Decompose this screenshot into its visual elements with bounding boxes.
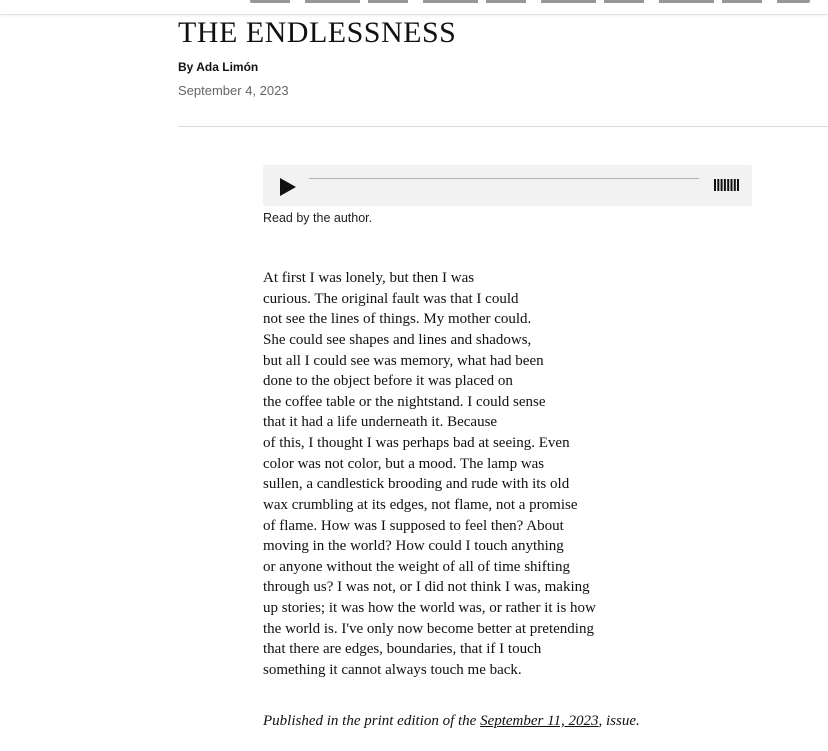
print-edition-note <box>263 713 640 730</box>
audio-progress-bar[interactable] <box>309 178 699 179</box>
issue-link[interactable]: September 11, 2023 <box>480 713 599 729</box>
waveform-icon[interactable] <box>714 179 739 191</box>
byline <box>178 60 258 74</box>
poem-line: curious. The original fault was that I could <box>263 290 519 307</box>
poem-line: She could see shapes and lines and shadows, <box>263 331 532 348</box>
play-button[interactable] <box>277 177 297 197</box>
print-note-prefix: Published in the print edition of the <box>263 713 477 729</box>
poem-line: the world is. I've only now become better at pretending <box>263 620 594 637</box>
publish-date: September 4, 2023 <box>178 83 289 98</box>
print-note-suffix: , issue. <box>598 713 640 729</box>
top-nav-bar <box>0 0 828 15</box>
header-divider <box>178 126 828 127</box>
poem-line: At first I was lonely, but then I was <box>263 270 475 286</box>
poem-line: but all I could see was memory, what had been <box>263 352 544 369</box>
article-title: THE ENDLESSNESS <box>178 16 457 49</box>
audio-caption: Read by the author. <box>263 211 373 225</box>
poem-line: that it had a life underneath it. Because <box>263 414 498 431</box>
poem-line: done to the object before it was placed on <box>263 373 513 390</box>
poem-line: that there are edges, boundaries, that if I touch <box>263 641 542 658</box>
poem-line: through us? I was not, or I did not think I was, making <box>263 579 590 596</box>
poem-line: moving in the world? How could I touch anything <box>263 538 564 555</box>
byline-prefix: By <box>178 60 194 74</box>
poem-body <box>263 268 683 681</box>
poem-line: not see the lines of things. My mother could. <box>263 311 532 328</box>
poem-line: the coffee table or the nightstand. I could sense <box>263 393 546 410</box>
poem-line: up stories; it was how the world was, or rather it is how <box>263 600 596 616</box>
poem-line: color was not color, but a mood. The lamp was <box>263 455 545 472</box>
poem-line: wax crumbling at its edges, not flame, not a promise <box>263 496 578 513</box>
poem-line: or anyone without the weight of all of time shifting <box>263 558 571 575</box>
play-icon <box>277 177 297 197</box>
audio-player <box>263 165 752 206</box>
poem-line: sullen, a candlestick brooding and rude with its old <box>263 476 570 493</box>
author-link[interactable]: Ada Limón <box>196 60 259 74</box>
nav-links-cropped[interactable] <box>250 0 810 3</box>
poem-line: something it cannot always touch me back. <box>263 661 522 678</box>
poem-line: of this, I thought I was perhaps bad at seeing. Even <box>263 435 570 451</box>
poem-line: of flame. How was I supposed to feel then? About <box>263 517 564 534</box>
